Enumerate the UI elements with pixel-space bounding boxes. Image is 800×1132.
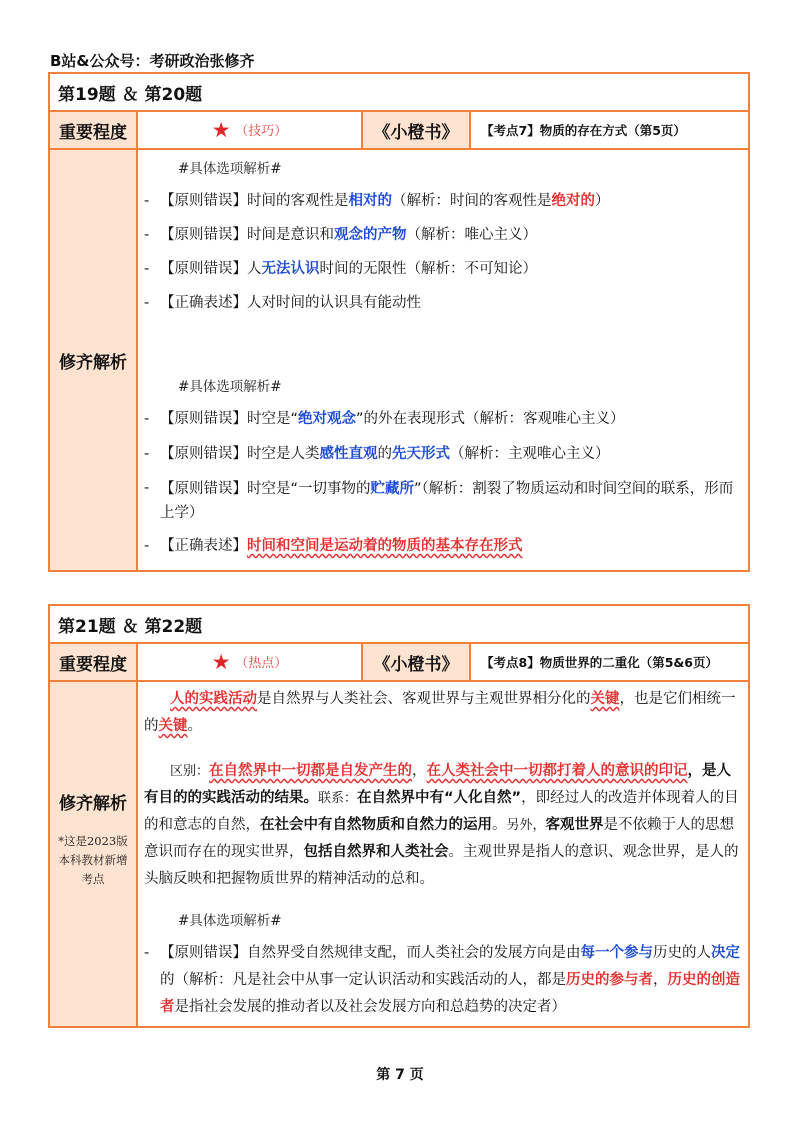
importance-rating [137,643,362,681]
analysis-label-cell [49,681,137,1027]
analysis-content: #具体选项解析# - 【原则错误】时间的客观性是相对的（解析：时间的客观性是绝对的） - 【原则错误】时间是意识和观念的产物（解析：唯心主义） - 【原则错误】人无法认识时间的无限性（解析：不可知论） - 【正确表述】人对时间的认识具有能动性 #具体选项解析# - 【原则错误】时空是“绝对观念”的外在表现形式（解析：客观唯心主义） - 【原则错误】时空是人类感性直观的先天形式（解析：主观唯心主义） - 【原则错误】时空是“一切事物的贮藏所”（解析：割裂了物质运动和时间空间的联系，形而上学） - 【正确表述】时间和空间是运动着的物质的基本存在形式 [138,150,748,570]
analysis-label: 修齐解析 [59,794,127,814]
importance-rating [137,111,362,149]
book-title: 《小橙书》 [362,643,470,681]
option-analysis-heading: #具体选项解析# [178,161,282,177]
block-title: 第19题 ＆ 第20题 [49,73,749,111]
star-icon: ★ [211,650,231,674]
importance-label: 重要程度 [49,643,137,681]
importance-tag: （技巧） [235,124,288,139]
analysis-content: 人的实践活动是自然界与人类社会、客观世界与主观世界相分化的关键，也是它们相统一的关键。 区别：在自然界中一切都是自发产生的，在人类社会中一切都打着人的意识的印记，是人有目的的实践活动的结果。联系：在自然界中有“人化自然”，即经过人的改造并体现着人的目的和意志的自然，在社会中有自然物质和自然力的运用。另外，客观世界是不依赖于人的思想意识而存在的现实世界，包括自然界和人类社会。主观世界是指人的意识、观念世界，是人的头脑反映和把握物质世界的精神活动的总和。 #具体选项解析# - 【原则错误】自然界受自然规律支配，而人类社会的发展方向是由每一个参与历史的人决定的（解析：凡是社会中从事一定认识活动和实践活动的人，都是历史的参与者，历史的创造者是指社会发展的推动者以及社会发展方向和总趋势的决定者） [138,682,748,1026]
option-analysis-heading: #具体选项解析# [178,913,282,929]
book-title: 《小橙书》 [362,111,470,149]
analysis-label: 修齐解析 [49,149,137,571]
new-topic-note: *这是2023版本科教材新增考点 [58,834,128,886]
kaodian-label: 【考点7】物质的存在方式（第5页） [470,111,749,149]
kaodian-label: 【考点8】物质世界的二重化（第5&6页） [470,643,749,681]
paragraph-practice: 人的实践活动是自然界与人类社会、客观世界与主观世界相分化的关键，也是它们相统一的关键。 [144,691,736,734]
paragraph-distinction: 区别：在自然界中一切都是自发产生的，在人类社会中一切都打着人的意识的印记，是人有目的的实践活动的结果。联系：在自然界中有“人化自然”，即经过人的改造并体现着人的目的和意志的自然，在社会中有自然物质和自然力的运用。另外，客观世界是不依赖于人的思想意识而存在的现实世界，包括自然界和人类社会。主观世界是指人的意识、观念世界，是人的头脑反映和把握物质世界的精神活动的总和。 [144,763,739,887]
star-icon: ★ [211,118,231,142]
importance-tag: （热点） [235,656,288,671]
page-header: B站&公众号：考研政治张修齐 [50,52,255,70]
option-analysis-heading: #具体选项解析# [178,379,282,395]
question-block-19-20 [48,72,750,572]
block-title: 第21题 ＆ 第22题 [49,605,749,643]
question-block-21-22 [48,604,750,1028]
importance-label: 重要程度 [49,111,137,149]
page-number: 第 7 页 [376,1067,424,1083]
